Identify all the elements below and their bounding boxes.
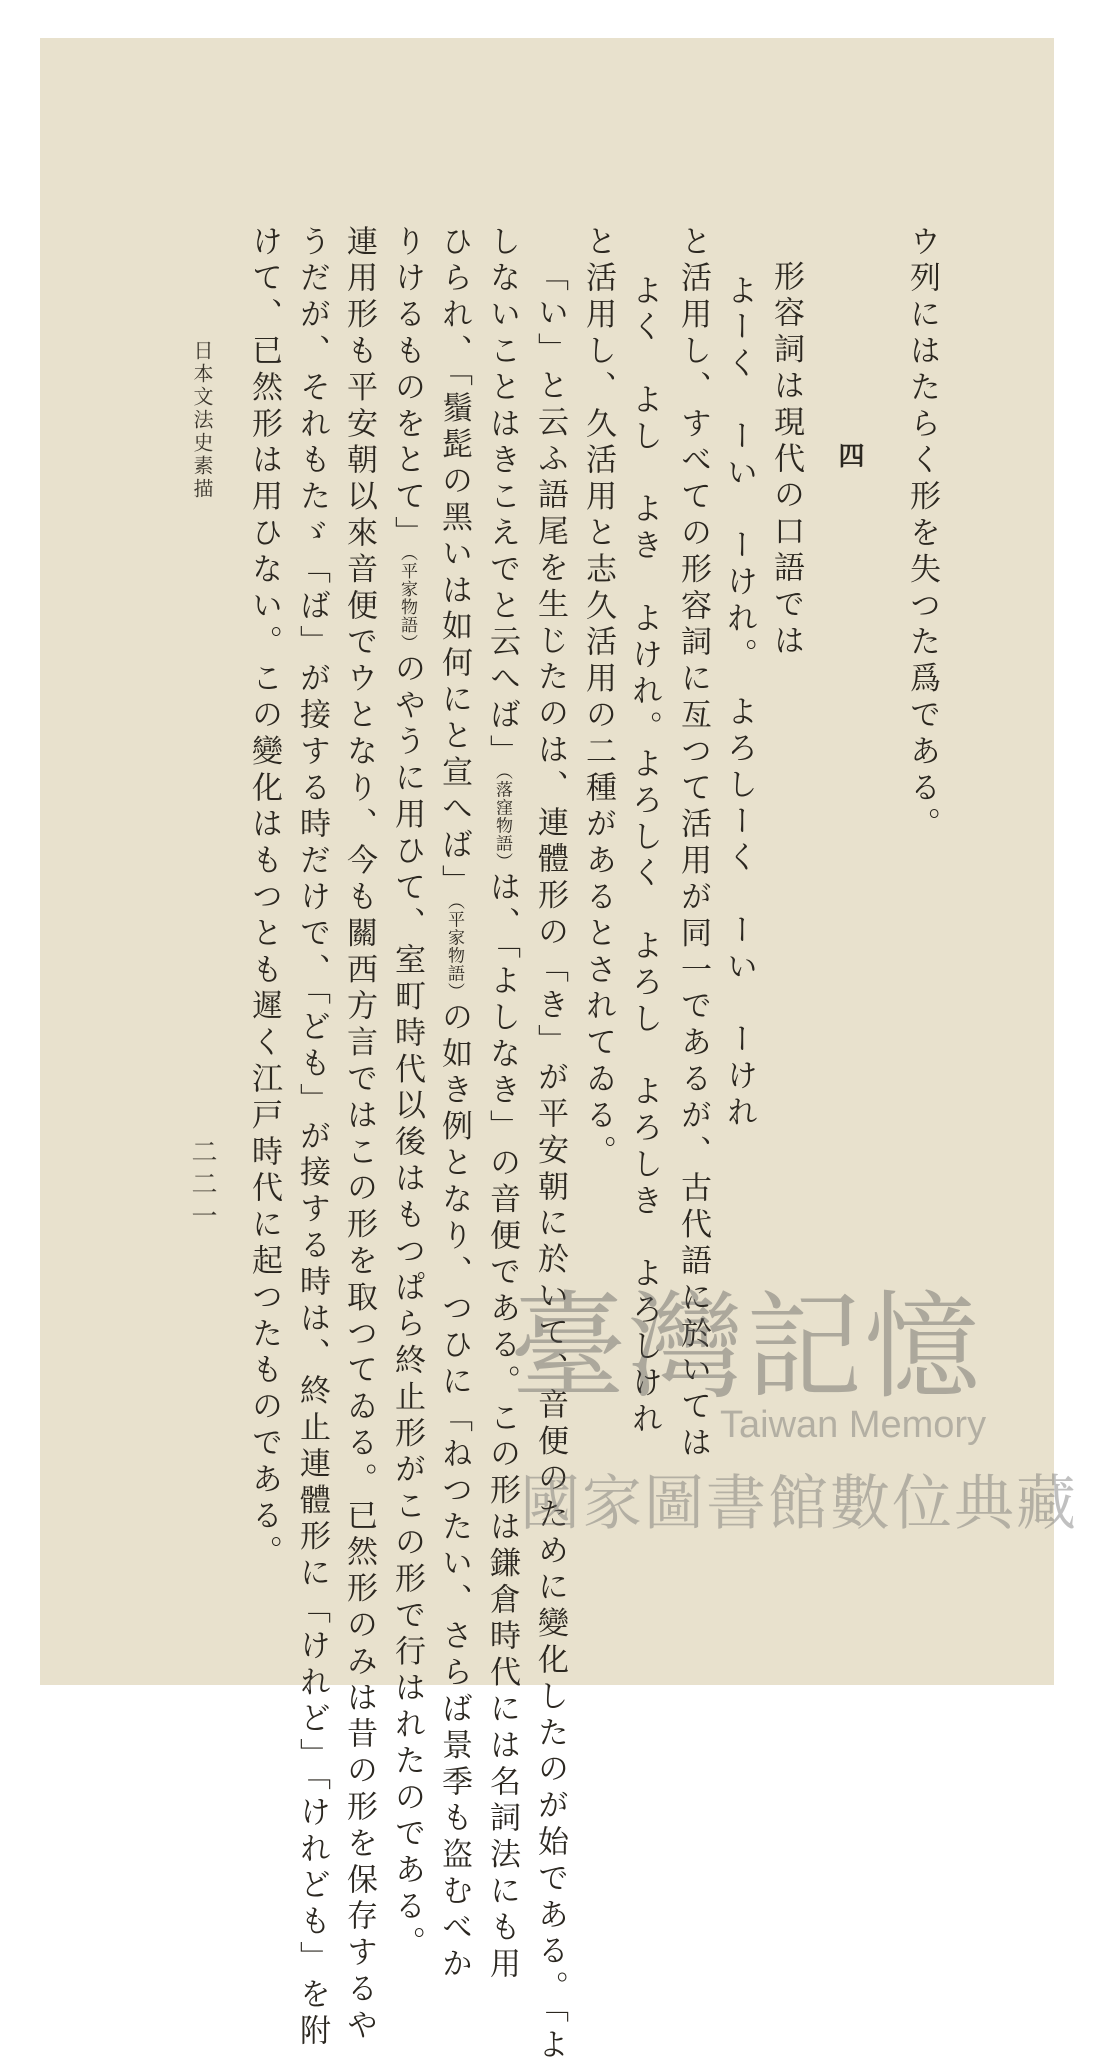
watermark <box>510 1280 1078 1588</box>
text-column-11: 連用形も平安朝以來音便でウとなり、今も關西方言ではこの形を取つてゐる。已然形のみは昔の形を保存するや <box>341 225 377 2045</box>
text-column-4: と活用し、すべての形容詞に亙つて活用が同一であるが、古代語に於いては <box>675 225 711 1463</box>
watermark-subtitle: 國家圖書館數位典藏 <box>520 1469 1078 1539</box>
citation-heike-1: （平家物語） <box>444 901 464 1001</box>
page-number: 二二一 <box>187 1138 217 1234</box>
running-title: 日本文法史素描 <box>190 340 214 501</box>
section-heading: 四 <box>834 442 864 468</box>
text-column-9: ひられ、「鬚髭の黑いは如何にと宣へば」（平家物語）の如き例となり、つひに「ねつたい、さらば景季も盗むべか <box>436 225 472 1984</box>
watermark-english: Taiwan Memory <box>720 1404 987 1446</box>
text-column-6: と活用し、久活用と志久活用の二種があるとされてゐる。 <box>580 225 616 1172</box>
text-column-1: ウ列にはたらく形を失つた爲である。 <box>904 225 940 844</box>
text-column-13: けて、已然形は用ひない。この變化はもつとも遲く江戸時代に起つたものである。 <box>246 225 282 1572</box>
text-column-5: よく よし よき よけれ。よろしく よろし よろしき よろしけれ <box>626 274 662 1439</box>
text-column-7: 「い」と云ふ語尾を生じたのは、連體形の「き」が平安朝に於いて、音便のために變化したのが始である。「よ <box>532 260 568 2065</box>
text-column-10: りけるものをとて」（平家物語）のやうに用ひて、室町時代以後はもつぱら終止形がこの形で行はれたのである。 <box>389 225 425 1963</box>
book-page <box>40 38 1078 2065</box>
text-column-2: 形容詞は現代の口語では <box>768 260 804 661</box>
text-column-8: しないことはきこえでと云へば」（落窪物語）は、「よしなき」の音便である。この形は鎌倉時代には名詞法にも用 <box>484 225 520 1984</box>
text-column-3: よーく ーい ーけれ。 よろしーく ーい ーけれ <box>721 274 757 1133</box>
watermark-logo-text: 臺灣記憶 <box>510 1280 982 1415</box>
text-column-12: うだが、それもたゞ「ば」が接する時だけで、「ども」が接する時は、終止連體形に「けれど」「けれども」を附 <box>294 225 330 2051</box>
citation-heike-2: （平家物語） <box>397 552 417 653</box>
citation-ochikubo: （落窪物語） <box>492 771 512 871</box>
